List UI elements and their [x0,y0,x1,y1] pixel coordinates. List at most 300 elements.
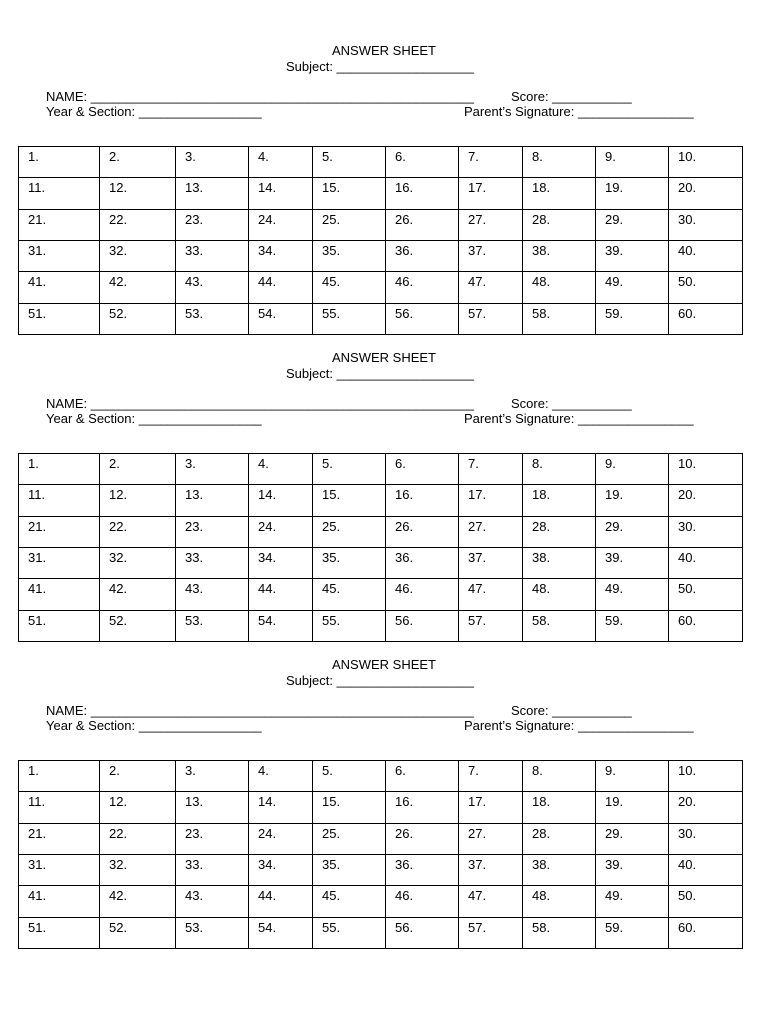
item-number: 30. [678,825,697,841]
item-number: 36. [395,242,414,258]
item-number: 42. [109,274,128,290]
item-number: 3. [185,456,196,471]
answer-cell[interactable] [249,454,313,485]
sheet-title: ANSWER SHEET [331,350,436,365]
answer-cell[interactable] [313,854,386,885]
answer-cell[interactable] [313,209,386,240]
answer-cell[interactable] [669,516,743,547]
answer-cell[interactable] [669,272,743,303]
item-number: 18. [532,487,551,503]
item-number: 29. [605,211,624,227]
item-number: 55. [322,305,341,321]
item-number: 32. [109,856,128,872]
answer-cell[interactable] [100,886,176,917]
name-field[interactable]: NAME: _____________________________________________________ [46,89,474,104]
answer-cell[interactable] [669,886,743,917]
name-field[interactable]: NAME: _____________________________________________________ [46,703,474,718]
answer-cell[interactable] [176,272,249,303]
item-number: 23. [185,211,204,227]
item-number: 18. [532,794,551,810]
year-section-field[interactable]: Year & Section: _________________ [46,718,262,733]
answer-cell[interactable] [386,272,459,303]
subject-field[interactable]: Subject: ___________________ [286,59,474,74]
answer-cell[interactable] [176,178,249,209]
answer-cell[interactable] [313,178,386,209]
item-number: 47. [468,274,487,290]
item-number: 56. [395,919,414,935]
item-number: 56. [395,305,414,321]
answer-cell[interactable] [176,823,249,854]
answer-cell[interactable] [596,761,669,792]
parent-signature-field[interactable]: Parent’s Signature: ________________ [464,411,694,426]
item-number: 24. [258,825,277,841]
item-number: 13. [185,180,204,196]
answer-cell[interactable] [176,485,249,516]
item-number: 28. [532,518,551,534]
answer-cell[interactable] [386,792,459,823]
answer-cell[interactable] [249,147,313,178]
answer-cell[interactable] [459,454,523,485]
answer-cell[interactable] [249,240,313,271]
answer-cell[interactable] [386,240,459,271]
item-number: 19. [605,487,624,503]
answer-cell[interactable] [100,272,176,303]
item-number: 9. [605,149,616,164]
answer-cell[interactable] [596,886,669,917]
answer-cell[interactable] [313,485,386,516]
answer-cell[interactable] [176,547,249,578]
answer-cell[interactable] [669,178,743,209]
answer-cell[interactable] [386,516,459,547]
item-number: 20. [678,794,697,810]
item-number: 43. [185,888,204,904]
answer-cell[interactable] [100,917,176,948]
answer-sheet-1 [0,0,768,321]
score-field[interactable]: Score: ___________ [511,89,632,104]
answer-cell[interactable] [19,886,100,917]
item-number: 41. [28,888,47,904]
item-number: 4. [258,149,269,164]
answer-cell[interactable] [523,454,596,485]
answer-cell[interactable] [523,272,596,303]
answer-cell[interactable] [669,547,743,578]
item-number: 37. [468,856,487,872]
answer-cell[interactable] [459,823,523,854]
answer-cell[interactable] [459,792,523,823]
item-number: 58. [532,305,551,321]
item-number: 44. [258,274,277,290]
grid-row [19,240,743,271]
answer-cell[interactable] [386,886,459,917]
answer-cell[interactable] [669,854,743,885]
answer-cell[interactable] [523,823,596,854]
answer-cell[interactable] [596,485,669,516]
answer-cell[interactable] [386,454,459,485]
answer-cell[interactable] [669,485,743,516]
item-number: 38. [532,242,551,258]
answer-cell[interactable] [19,547,100,578]
answer-cell[interactable] [669,147,743,178]
item-number: 12. [109,487,128,503]
answer-cell[interactable] [523,792,596,823]
answer-cell[interactable] [19,854,100,885]
item-number: 50. [678,274,697,290]
item-number: 27. [468,211,487,227]
answer-cell[interactable] [19,240,100,271]
item-number: 1. [28,763,39,778]
answer-cell[interactable] [523,516,596,547]
answer-cell[interactable] [459,240,523,271]
answer-cell[interactable] [100,147,176,178]
answer-cell[interactable] [523,886,596,917]
answer-cell[interactable] [249,823,313,854]
item-number: 44. [258,581,277,597]
answer-cell[interactable] [19,485,100,516]
item-number: 41. [28,274,47,290]
item-number: 4. [258,456,269,471]
answer-cell[interactable] [596,209,669,240]
item-number: 52. [109,305,128,321]
answer-cell[interactable] [596,917,669,948]
answer-cell[interactable] [249,579,313,610]
answer-cell[interactable] [523,579,596,610]
answer-cell[interactable] [249,178,313,209]
item-number: 7. [468,763,479,778]
answer-cell[interactable] [386,854,459,885]
answer-cell[interactable] [459,209,523,240]
parent-signature-field[interactable]: Parent’s Signature: ________________ [464,718,694,733]
answer-cell[interactable] [596,854,669,885]
answer-cell[interactable] [176,792,249,823]
answer-cell[interactable] [100,454,176,485]
item-number: 10. [678,763,697,778]
answer-cell[interactable] [313,240,386,271]
answer-cell[interactable] [523,485,596,516]
item-number: 15. [322,487,341,503]
answer-cell[interactable] [596,272,669,303]
item-number: 5. [322,149,333,164]
score-field[interactable]: Score: ___________ [511,703,632,718]
answer-cell[interactable] [249,886,313,917]
item-number: 47. [468,581,487,597]
item-number: 31. [28,242,47,258]
answer-cell[interactable] [19,917,100,948]
item-number: 53. [185,305,204,321]
answer-cell[interactable] [313,454,386,485]
item-number: 25. [322,518,341,534]
item-number: 46. [395,274,414,290]
answer-cell[interactable] [669,209,743,240]
answer-cell[interactable] [523,178,596,209]
answer-cell[interactable] [669,579,743,610]
answer-cell[interactable] [100,547,176,578]
answer-cell[interactable] [386,209,459,240]
item-number: 34. [258,549,277,565]
answer-cell[interactable] [176,886,249,917]
answer-cell[interactable] [459,272,523,303]
grid-row [19,917,743,948]
answer-cell[interactable] [459,579,523,610]
answer-cell[interactable] [249,792,313,823]
answer-cell[interactable] [249,485,313,516]
item-number: 10. [678,456,697,471]
item-number: 52. [109,919,128,935]
score-field[interactable]: Score: ___________ [511,396,632,411]
grid-row [19,579,743,610]
item-number: 13. [185,487,204,503]
answer-cell[interactable] [313,761,386,792]
item-number: 43. [185,274,204,290]
item-number: 14. [258,180,277,196]
answer-cell[interactable] [19,178,100,209]
answer-cell[interactable] [19,516,100,547]
answer-cell[interactable] [596,178,669,209]
item-number: 10. [678,149,697,164]
item-number: 22. [109,825,128,841]
answer-cell[interactable] [176,240,249,271]
answer-cell[interactable] [176,761,249,792]
answer-cell[interactable] [100,792,176,823]
answer-cell[interactable] [596,516,669,547]
sheet-title: ANSWER SHEET [331,43,436,58]
item-number: 5. [322,763,333,778]
grid-row [19,886,743,917]
subject-field[interactable]: Subject: ___________________ [286,366,474,381]
year-section-field[interactable]: Year & Section: _________________ [46,104,262,119]
item-number: 7. [468,456,479,471]
answer-cell[interactable] [386,147,459,178]
item-number: 45. [322,581,341,597]
answer-cell[interactable] [596,147,669,178]
answer-cell[interactable] [176,147,249,178]
answer-cell[interactable] [249,209,313,240]
answer-cell[interactable] [669,917,743,948]
item-number: 29. [605,825,624,841]
item-number: 43. [185,581,204,597]
answer-cell[interactable] [100,823,176,854]
answer-cell[interactable] [176,516,249,547]
answer-cell[interactable] [669,240,743,271]
answer-cell[interactable] [176,454,249,485]
answer-cell[interactable] [523,917,596,948]
answer-cell[interactable] [459,886,523,917]
item-number: 51. [28,305,47,321]
answer-cell[interactable] [19,823,100,854]
answer-cell[interactable] [249,272,313,303]
item-number: 25. [322,825,341,841]
item-number: 36. [395,856,414,872]
item-number: 1. [28,456,39,471]
item-number: 38. [532,856,551,872]
answer-cell[interactable] [313,272,386,303]
item-number: 11. [28,487,46,503]
grid-row [19,854,743,885]
item-number: 55. [322,919,341,935]
answer-cell[interactable] [100,516,176,547]
item-number: 45. [322,888,341,904]
item-number: 16. [395,487,414,503]
answer-cell[interactable] [459,485,523,516]
answer-cell[interactable] [459,516,523,547]
answer-cell[interactable] [313,547,386,578]
answer-cell[interactable] [596,240,669,271]
answer-cell[interactable] [249,516,313,547]
answer-cell[interactable] [523,761,596,792]
item-number: 21. [28,518,47,534]
answer-cell[interactable] [176,579,249,610]
answer-cell[interactable] [669,761,743,792]
item-number: 46. [395,888,414,904]
item-number: 11. [28,794,46,810]
item-number: 33. [185,549,204,565]
item-number: 6. [395,149,406,164]
answer-cell[interactable] [596,579,669,610]
answer-cell[interactable] [100,178,176,209]
parent-signature-field[interactable]: Parent’s Signature: ________________ [464,104,694,119]
answer-cell[interactable] [459,761,523,792]
answer-cell[interactable] [313,792,386,823]
answer-cell[interactable] [100,209,176,240]
item-number: 60. [678,919,697,935]
item-number: 14. [258,794,277,810]
answer-cell[interactable] [313,579,386,610]
answer-cell[interactable] [313,823,386,854]
item-number: 39. [605,856,624,872]
item-number: 38. [532,549,551,565]
answer-cell[interactable] [596,547,669,578]
subject-field[interactable]: Subject: ___________________ [286,673,474,688]
answer-cell[interactable] [176,209,249,240]
answer-cell[interactable] [19,579,100,610]
answer-cell[interactable] [313,886,386,917]
item-number: 24. [258,211,277,227]
answer-cell[interactable] [386,917,459,948]
answer-cell[interactable] [386,761,459,792]
grid-row [19,272,743,303]
grid-row [19,485,743,516]
answer-cell[interactable] [313,516,386,547]
answer-cell[interactable] [386,178,459,209]
answer-cell[interactable] [176,854,249,885]
name-field[interactable]: NAME: _____________________________________________________ [46,396,474,411]
item-number: 48. [532,274,551,290]
item-number: 54. [258,919,277,935]
answer-cell[interactable] [596,792,669,823]
answer-cell[interactable] [523,854,596,885]
item-number: 7. [468,149,479,164]
item-number: 6. [395,456,406,471]
answer-cell[interactable] [669,454,743,485]
answer-cell[interactable] [249,547,313,578]
item-number: 30. [678,518,697,534]
answer-cell[interactable] [19,761,100,792]
item-number: 3. [185,149,196,164]
item-number: 9. [605,456,616,471]
answer-cell[interactable] [386,823,459,854]
item-number: 20. [678,487,697,503]
answer-cell[interactable] [523,240,596,271]
answer-cell[interactable] [313,147,386,178]
item-number: 16. [395,794,414,810]
item-number: 19. [605,794,624,810]
answer-cell[interactable] [19,792,100,823]
item-number: 26. [395,825,414,841]
item-number: 36. [395,549,414,565]
item-number: 8. [532,456,543,471]
item-number: 8. [532,149,543,164]
answer-cell[interactable] [523,209,596,240]
item-number: 23. [185,825,204,841]
answer-cell[interactable] [669,792,743,823]
answer-cell[interactable] [596,823,669,854]
answer-cell[interactable] [249,854,313,885]
item-number: 3. [185,763,196,778]
item-number: 5. [322,456,333,471]
answer-cell[interactable] [386,579,459,610]
answer-cell[interactable] [19,272,100,303]
answer-cell[interactable] [386,547,459,578]
answer-cell[interactable] [313,917,386,948]
year-section-field[interactable]: Year & Section: _________________ [46,411,262,426]
answer-cell[interactable] [459,178,523,209]
item-number: 2. [109,763,120,778]
item-number: 40. [678,242,697,258]
item-number: 58. [532,612,551,628]
answer-cell[interactable] [386,485,459,516]
answer-cell[interactable] [523,547,596,578]
item-number: 2. [109,456,120,471]
answer-cell[interactable] [100,485,176,516]
answer-sheet-3 [0,614,768,935]
answer-cell[interactable] [459,917,523,948]
answer-cell[interactable] [249,761,313,792]
answer-cell[interactable] [19,454,100,485]
answer-cell[interactable] [669,823,743,854]
answer-cell[interactable] [100,761,176,792]
answer-cell[interactable] [459,854,523,885]
answer-grid [18,760,743,949]
item-number: 51. [28,612,47,628]
item-number: 14. [258,487,277,503]
item-number: 46. [395,581,414,597]
answer-cell[interactable] [19,209,100,240]
item-number: 12. [109,794,128,810]
answer-cell[interactable] [19,147,100,178]
item-number: 4. [258,763,269,778]
answer-cell[interactable] [100,854,176,885]
answer-cell[interactable] [459,547,523,578]
answer-cell[interactable] [249,917,313,948]
answer-sheet-2 [0,307,768,628]
item-number: 42. [109,581,128,597]
item-number: 40. [678,856,697,872]
item-number: 21. [28,211,47,227]
item-number: 59. [605,305,624,321]
item-number: 17. [468,794,487,810]
item-number: 53. [185,612,204,628]
answer-cell[interactable] [596,454,669,485]
answer-cell[interactable] [523,147,596,178]
answer-cell[interactable] [100,240,176,271]
item-number: 11. [28,180,46,196]
item-number: 59. [605,612,624,628]
item-number: 16. [395,180,414,196]
answer-cell[interactable] [176,917,249,948]
answer-cell[interactable] [459,147,523,178]
answer-cell[interactable] [100,579,176,610]
item-number: 6. [395,763,406,778]
item-number: 54. [258,305,277,321]
